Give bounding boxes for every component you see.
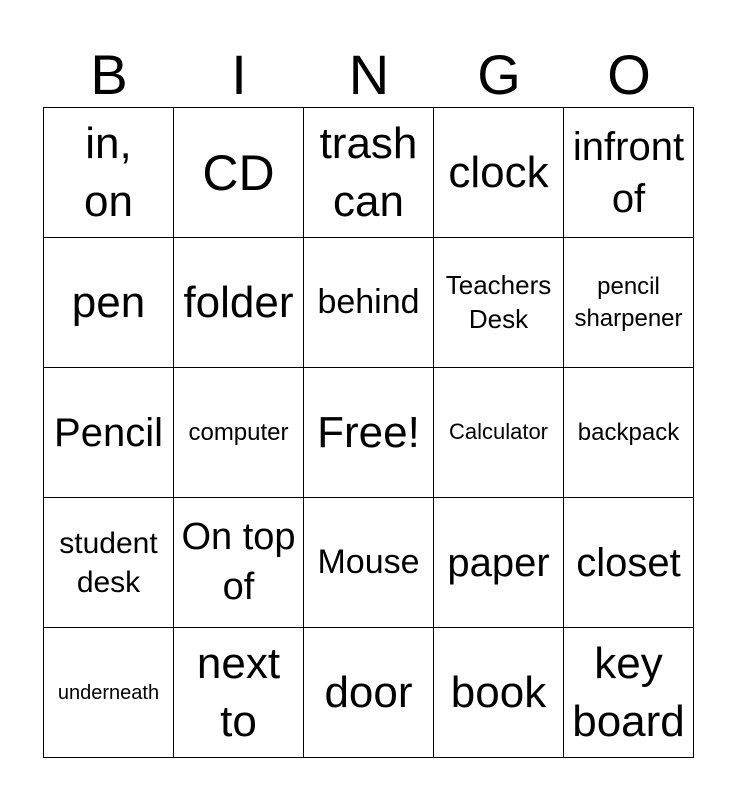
cell-label: student desk: [59, 526, 158, 599]
cell-label: pen: [71, 277, 146, 327]
cell-label: Teachers Desk: [445, 270, 552, 334]
bingo-cell[interactable]: [304, 238, 434, 368]
cell-label: CD: [202, 144, 275, 201]
bingo-cell[interactable]: [44, 238, 174, 368]
bingo-cell[interactable]: [44, 368, 174, 498]
cell-label: behind: [317, 283, 420, 322]
bingo-cell[interactable]: [44, 498, 174, 628]
free-space-cell[interactable]: [304, 368, 434, 498]
cell-label: book: [450, 667, 547, 717]
cell-label: backpack: [577, 418, 680, 446]
cell-label: trash can: [319, 119, 418, 226]
cell-label: infront of: [572, 124, 685, 221]
cell-label: Pencil: [54, 410, 163, 455]
header-letter-o: O: [607, 43, 651, 106]
cell-label: folder: [183, 277, 294, 327]
header-letter-g: G: [477, 43, 521, 106]
bingo-cell[interactable]: [564, 368, 694, 498]
bingo-cell[interactable]: [174, 628, 304, 758]
cell-label: next to: [196, 639, 281, 746]
bingo-cell[interactable]: [304, 628, 434, 758]
bingo-cell[interactable]: [174, 368, 304, 498]
bingo-cell[interactable]: [434, 368, 564, 498]
bingo-cell[interactable]: [44, 628, 174, 758]
cell-label: Mouse: [317, 543, 420, 582]
cell-label: On top of: [181, 516, 296, 608]
bingo-cell[interactable]: [174, 108, 304, 238]
bingo-cell[interactable]: [564, 628, 694, 758]
cell-label: underneath: [57, 681, 160, 704]
cell-label: paper: [447, 540, 550, 585]
bingo-header: [44, 44, 694, 106]
bingo-cell[interactable]: [564, 108, 694, 238]
bingo-cell[interactable]: [304, 498, 434, 628]
bingo-board: [43, 107, 694, 758]
header-letter-i: I: [231, 43, 247, 106]
bingo-cell[interactable]: [564, 238, 694, 368]
cell-label: pencil sharpener: [574, 273, 683, 332]
header-letter-n: N: [348, 43, 390, 106]
cell-label: computer: [188, 418, 289, 446]
bingo-cell[interactable]: [44, 108, 174, 238]
bingo-cell[interactable]: [564, 498, 694, 628]
cell-label: Calculator: [448, 419, 549, 445]
bingo-cell[interactable]: [174, 238, 304, 368]
cell-label: in, on: [84, 119, 133, 226]
bingo-cell[interactable]: [434, 108, 564, 238]
header-letter-b: B: [90, 43, 128, 106]
cell-label: door: [324, 667, 413, 717]
cell-label: key board: [572, 639, 685, 746]
bingo-cell[interactable]: [304, 108, 434, 238]
bingo-cell[interactable]: [174, 498, 304, 628]
bingo-cell[interactable]: [434, 498, 564, 628]
bingo-cell[interactable]: [434, 238, 564, 368]
cell-label: closet: [576, 540, 681, 585]
cell-label: clock: [448, 147, 549, 197]
cell-label: Free!: [317, 407, 420, 457]
bingo-cell[interactable]: [434, 628, 564, 758]
